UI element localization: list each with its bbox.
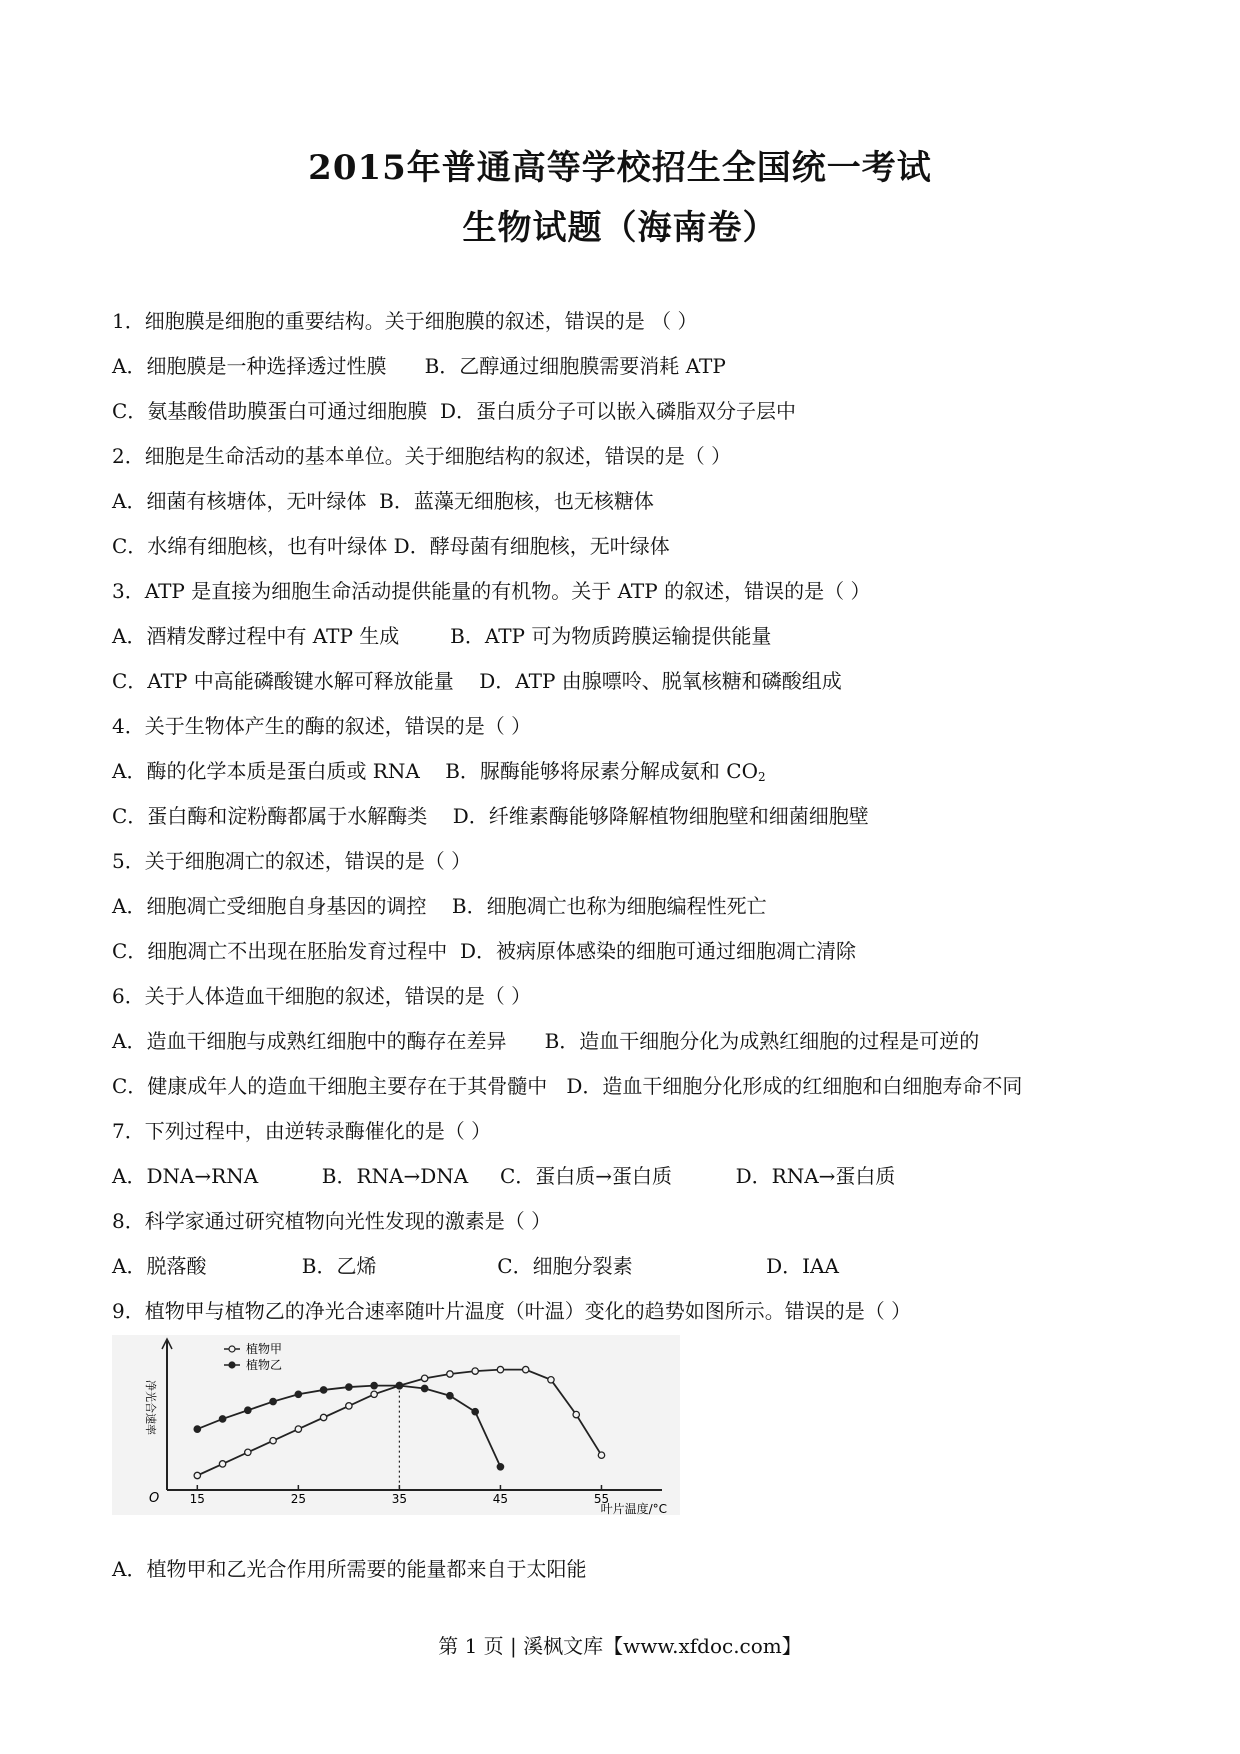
data-point-2 bbox=[421, 1385, 427, 1391]
question-6-options-ab: A．造血干细胞与成熟红细胞中的酶存在差异 B．造血干细胞分化为成熟红细胞的过程是可逆的 bbox=[112, 1029, 980, 1053]
data-point-1 bbox=[320, 1414, 326, 1420]
x-tick-label: 35 bbox=[391, 1492, 408, 1506]
question-3: 3．ATP 是直接为细胞生命活动提供能量的有机物。关于 ATP 的叙述，错误的是（ ） bbox=[112, 579, 871, 603]
data-point-2 bbox=[371, 1382, 377, 1388]
question-1-options-cd: C．氨基酸借助膜蛋白可通过细胞膜 D．蛋白质分子可以嵌入磷脂双分子层中 bbox=[112, 399, 797, 423]
data-point-1 bbox=[548, 1377, 554, 1383]
question-6: 6．关于人体造血干细胞的叙述，错误的是（ ） bbox=[112, 984, 532, 1008]
question-9-option-a: A．植物甲和乙光合作用所需要的能量都来自于太阳能 bbox=[112, 1557, 587, 1581]
question-4-options-ab bbox=[112, 759, 766, 783]
data-point-1 bbox=[270, 1438, 276, 1444]
document-title: 2015年普通高等学校招生全国统一考试 bbox=[308, 148, 932, 188]
data-point-2 bbox=[219, 1416, 225, 1422]
page-footer: 第 1 页 | 溪枫文库【www.xfdoc.com】 bbox=[438, 1634, 802, 1658]
data-point-2 bbox=[472, 1409, 478, 1415]
question-4: 4．关于生物体产生的酶的叙述，错误的是（ ） bbox=[112, 714, 532, 738]
data-point-1 bbox=[194, 1472, 200, 1478]
data-point-2 bbox=[396, 1382, 402, 1388]
question-2-options-cd: C．水绵有细胞核，也有叶绿体 D．酵母菌有细胞核，无叶绿体 bbox=[112, 534, 670, 558]
question-7-options: A．DNA→RNA B．RNA→DNA C．蛋白质→蛋白质 D．RNA→蛋白质 bbox=[112, 1164, 896, 1188]
question-4-options-cd: C．蛋白酶和淀粉酶都属于水解酶类 D．纤维素酶能够降解植物细胞壁和细菌细胞壁 bbox=[112, 804, 869, 828]
data-point-2 bbox=[194, 1426, 200, 1432]
origin-label: O bbox=[149, 1491, 160, 1506]
data-point-2 bbox=[346, 1384, 352, 1390]
data-point-1 bbox=[371, 1391, 377, 1397]
question-4-options-ab-text: A．酶的化学本质是蛋白质或 RNA B．脲酶能够将尿素分解成氨和 CO bbox=[112, 759, 758, 783]
question-8: 8．科学家通过研究植物向光性发现的激素是（ ） bbox=[112, 1209, 552, 1233]
data-point-2 bbox=[295, 1391, 301, 1397]
co2-subscript: 2 bbox=[758, 770, 766, 784]
x-tick-label: 15 bbox=[189, 1492, 205, 1506]
data-point-1 bbox=[295, 1426, 301, 1432]
legend-marker-2 bbox=[229, 1362, 235, 1368]
question-6-options-cd: C．健康成年人的造血干细胞主要存在于其骨髓中 D．造血干细胞分化形成的红细胞和白细胞寿命不同 bbox=[112, 1074, 1023, 1098]
x-axis-label: 叶片温度/°C bbox=[600, 1502, 667, 1515]
question-5: 5．关于细胞凋亡的叙述，错误的是（ ） bbox=[112, 849, 472, 873]
question-7: 7．下列过程中，由逆转录酶催化的是（ ） bbox=[112, 1119, 492, 1143]
question-5-options-cd: C．细胞凋亡不出现在胚胎发育过程中 D．被病原体感染的细胞可通过细胞凋亡清除 bbox=[112, 939, 857, 963]
data-point-1 bbox=[497, 1366, 503, 1372]
question-1-options-ab: A．细胞膜是一种选择透过性膜 B．乙醇通过细胞膜需要消耗 ATP bbox=[112, 354, 726, 378]
x-tick-label: 25 bbox=[290, 1492, 306, 1506]
legend-label-1: 植物甲 bbox=[246, 1342, 283, 1356]
question-3-options-cd: C．ATP 中高能磷酸键水解可释放能量 D．ATP 由腺嘌呤、脱氧核糖和磷酸组成 bbox=[112, 669, 842, 693]
data-point-1 bbox=[447, 1371, 453, 1377]
x-tick-label: 55 bbox=[593, 1492, 610, 1506]
data-point-1 bbox=[472, 1368, 478, 1374]
question-2: 2．细胞是生命活动的基本单位。关于细胞结构的叙述，错误的是（ ） bbox=[112, 444, 732, 468]
data-point-2 bbox=[270, 1398, 276, 1404]
question-9: 9．植物甲与植物乙的净光合速率随叶片温度（叶温）变化的趋势如图所示。错误的是（ ） bbox=[112, 1299, 912, 1323]
question-5-options-ab: A．细胞凋亡受细胞自身基因的调控 B．细胞凋亡也称为细胞编程性死亡 bbox=[112, 894, 767, 918]
y-axis-label: 净光合速率 bbox=[144, 1380, 157, 1435]
data-point-1 bbox=[346, 1403, 352, 1409]
data-point-1 bbox=[598, 1452, 604, 1458]
data-point-2 bbox=[245, 1407, 251, 1413]
data-point-1 bbox=[573, 1411, 579, 1417]
photosynthesis-chart bbox=[112, 1335, 680, 1515]
legend-label-2: 植物乙 bbox=[246, 1358, 283, 1372]
question-1: 1．细胞膜是细胞的重要结构。关于细胞膜的叙述，错误的是 （ ） bbox=[112, 309, 698, 333]
data-point-2 bbox=[497, 1464, 503, 1470]
data-point-1 bbox=[219, 1461, 225, 1467]
document-subtitle: 生物试题（海南卷） bbox=[462, 208, 778, 248]
question-8-options: A．脱落酸 B．乙烯 C．细胞分裂素 D．IAA bbox=[112, 1254, 839, 1278]
data-point-1 bbox=[421, 1375, 427, 1381]
question-3-options-ab: A．酒精发酵过程中有 ATP 生成 B．ATP 可为物质跨膜运输提供能量 bbox=[112, 624, 772, 648]
data-point-1 bbox=[245, 1449, 251, 1455]
legend-marker-1 bbox=[229, 1346, 235, 1352]
question-2-options-ab: A．细菌有核塘体，无叶绿体 B．蓝藻无细胞核，也无核糖体 bbox=[112, 489, 654, 513]
data-point-2 bbox=[320, 1387, 326, 1393]
x-tick-label: 45 bbox=[492, 1492, 509, 1506]
data-point-2 bbox=[447, 1393, 453, 1399]
data-point-1 bbox=[522, 1366, 528, 1372]
